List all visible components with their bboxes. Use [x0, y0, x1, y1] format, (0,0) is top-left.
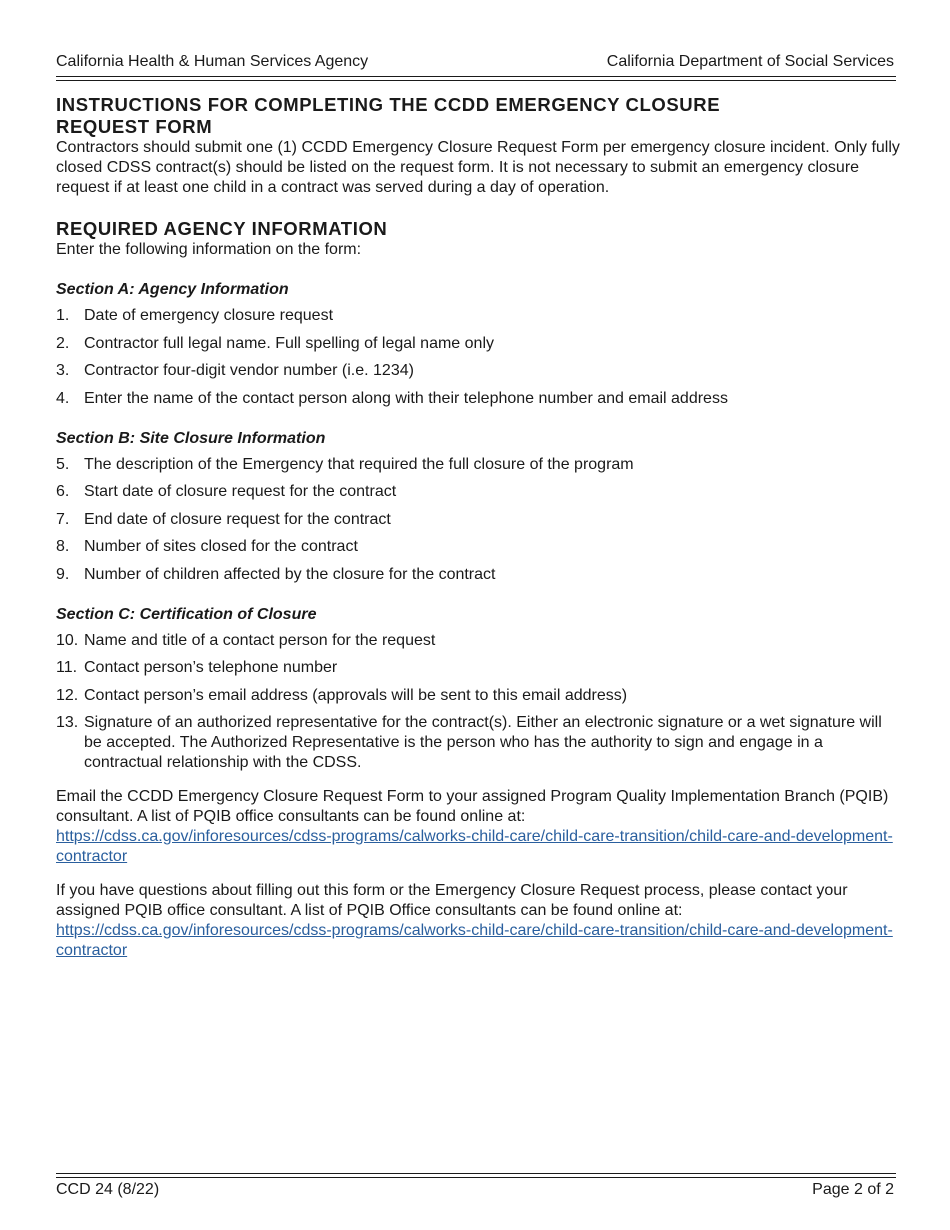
department-name: California Department of Social Services	[606, 53, 894, 70]
page-number: Page 2 of 2	[812, 1181, 894, 1198]
form-number: CCD 24 (8/22)	[56, 1181, 160, 1198]
page-footer	[56, 1180, 894, 1200]
item-text: Number of children affected by the closure for the contract	[84, 565, 496, 583]
agency-name: California Health & Human Services Agency	[56, 53, 369, 70]
section-title: Section C: Certification of Closure	[56, 605, 317, 623]
section-title: Section B: Site Closure Information	[56, 429, 326, 447]
item-text: End date of closure request for the contract	[84, 510, 391, 528]
item-number: 1.	[56, 307, 70, 324]
pqib-consultants-link[interactable]: https://cdss.ca.gov/inforesources/cdss-programs/calworks-child-care/child-care-transition/child-care-and-development-contractor	[56, 828, 893, 865]
required-lead: Enter the following information on the form:	[56, 241, 362, 258]
item-number: 6.	[56, 483, 70, 500]
item-text: Contractor four-digit vendor number (i.e. 1234)	[84, 362, 414, 379]
list-item	[56, 713, 900, 773]
item-text: Date of emergency closure request	[84, 307, 334, 324]
section-b	[56, 429, 900, 585]
document-page	[56, 0, 900, 1230]
questions-instructions: If you have questions about filling out this form or the Emergency Closure Request process, please contact your assigned PQIB office consultant. A list of PQIB Office consultants can be found online at:	[56, 882, 848, 919]
item-number: 12.	[56, 686, 79, 704]
item-text: Name and title of a contact person for the request	[84, 631, 436, 649]
item-number: 10.	[56, 631, 79, 649]
footer-rule	[56, 1173, 896, 1178]
section-title: Section A: Agency Information	[56, 281, 289, 298]
section-b-list	[56, 455, 900, 585]
page-title: INSTRUCTIONS FOR COMPLETING THE CCDD EMERGENCY CLOSURE REQUEST FORM	[56, 94, 721, 137]
header-rule	[56, 76, 896, 81]
item-text: Contact person’s telephone number	[84, 659, 338, 676]
section-a	[56, 280, 900, 409]
item-text: Number of sites closed for the contract	[84, 538, 358, 555]
list-item	[56, 389, 900, 409]
document-body	[56, 94, 900, 961]
item-number: 2.	[56, 334, 70, 352]
item-number: 4.	[56, 389, 70, 407]
list-item	[56, 306, 900, 326]
list-item	[56, 631, 900, 651]
list-item	[56, 658, 900, 678]
item-number: 3.	[56, 362, 70, 379]
item-text: Signature of an authorized representative for the contract(s). Either an electronic signature or a wet signature will be accepted. The Authorized Representative is the person who has the authority to sign and engage in a contractual relationship with the CDSS.	[84, 714, 882, 771]
list-item	[56, 510, 900, 530]
list-item	[56, 537, 900, 557]
item-text: Contractor full legal name. Full spelling of legal name only	[84, 334, 494, 352]
list-item	[56, 482, 900, 502]
item-text: Start date of closure request for the contract	[84, 483, 397, 500]
email-paragraph	[56, 787, 900, 867]
list-item	[56, 686, 900, 706]
page-header	[56, 52, 894, 72]
list-item	[56, 565, 900, 585]
item-number: 9.	[56, 565, 70, 583]
pqib-office-consultants-link[interactable]: https://cdss.ca.gov/inforesources/cdss-programs/calworks-child-care/child-care-transition/child-care-and-development-contractor	[56, 922, 893, 959]
item-text: Enter the name of the contact person along with their telephone number and email address	[84, 389, 728, 407]
item-number: 13.	[56, 714, 79, 731]
item-number: 8.	[56, 538, 70, 555]
intro-paragraph: Contractors should submit one (1) CCDD Emergency Closure Request Form per emergency closure incident. Only fully closed CDSS contract(s) should be listed on the request form. It is not necessary to submit an emergency closure request if at least one child in a contract was served during a day of operation.	[56, 139, 900, 196]
list-item	[56, 455, 900, 475]
section-a-list	[56, 306, 900, 409]
section-c	[56, 605, 900, 774]
section-c-list	[56, 631, 900, 774]
email-instructions: Email the CCDD Emergency Closure Request Form to your assigned Program Quality Implementation Branch (PQIB) consultant. A list of PQIB office consultants can be found online at:	[56, 788, 889, 825]
item-text: Contact person’s email address (approvals will be sent to this email address)	[84, 686, 628, 704]
item-number: 11.	[56, 659, 78, 676]
questions-paragraph	[56, 881, 900, 961]
required-heading: REQUIRED AGENCY INFORMATION	[56, 218, 388, 239]
list-item	[56, 334, 900, 354]
item-number: 7.	[56, 510, 70, 528]
list-item	[56, 361, 900, 381]
item-number: 5.	[56, 455, 70, 473]
item-text: The description of the Emergency that required the full closure of the program	[84, 455, 634, 473]
